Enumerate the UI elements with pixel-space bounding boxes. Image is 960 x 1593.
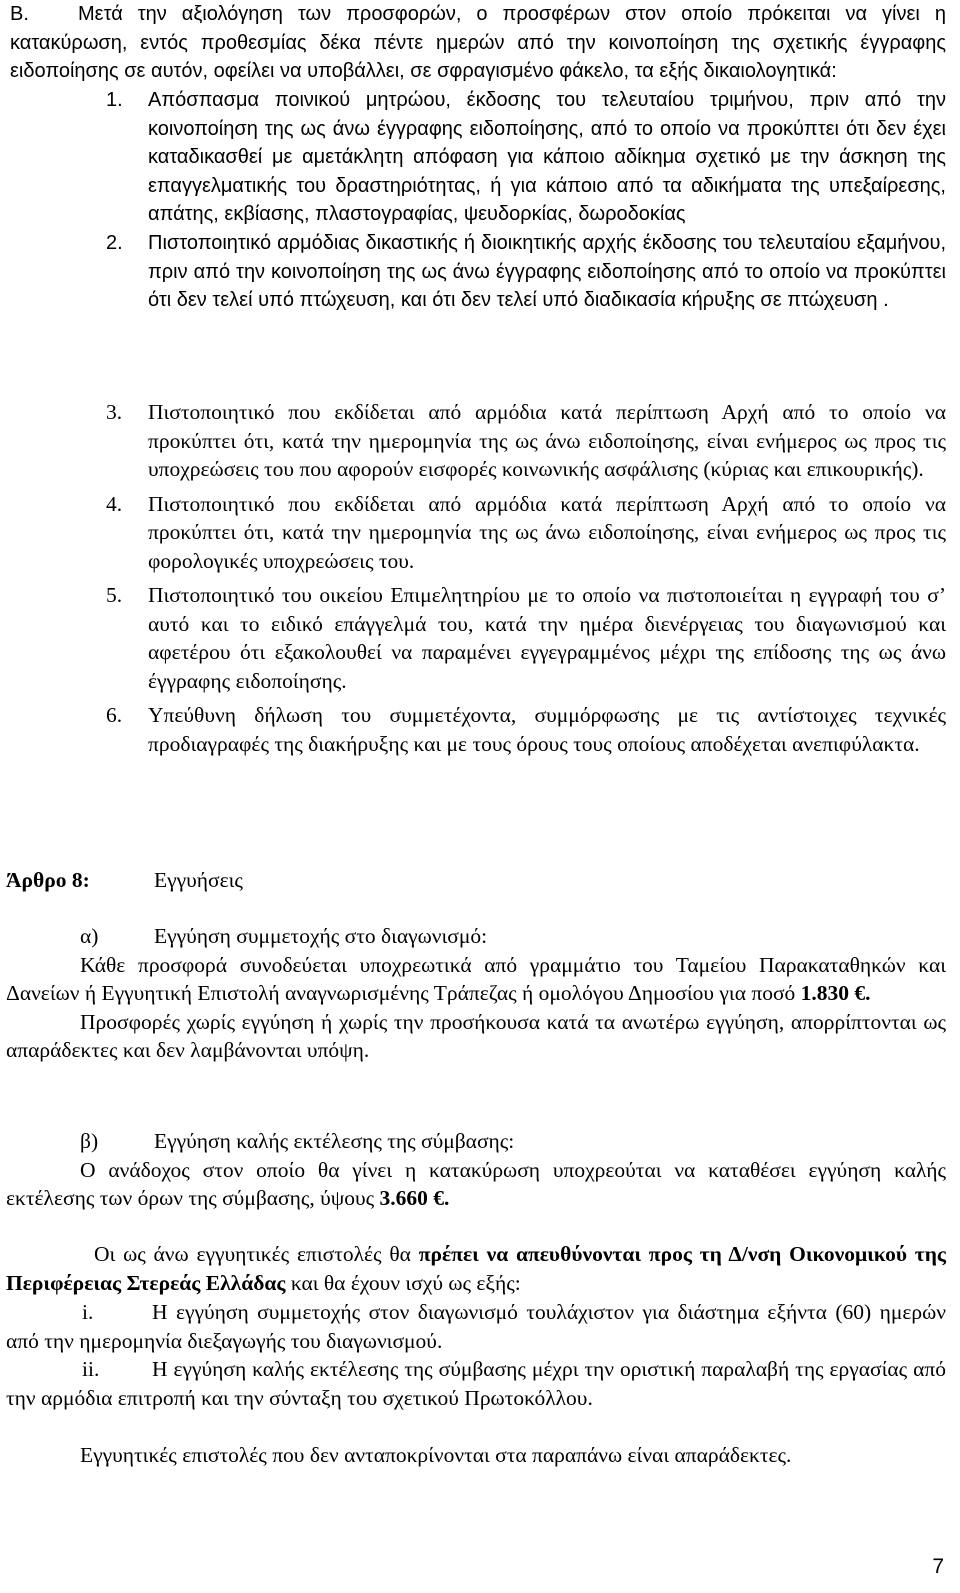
section-b-intro-text: Μετά την αξιολόγηση των προσφορών, ο προσφέρων στον οποίο πρόκειται να γίνει η κατακύρωση, εντός προθεσμίας δέκα πέντε ημερών από την κοινοποίηση της σχετικής έγγραφης ειδοποίησης σε αυτόν, οφείλει να υποβάλλει, σε σφραγισμένο φάκελο, τα εξής δικαιολογητικά: <box>10 3 946 83</box>
list-item <box>98 398 946 484</box>
required-documents-list <box>98 86 946 315</box>
article-label: Άρθρο 8: <box>6 868 90 892</box>
list-item-number: 3. <box>106 400 123 424</box>
validity-list <box>6 1298 946 1412</box>
guarantee-b-heading-text: Εγγύηση καλής εκτέλεσης της σύμβασης: <box>154 1129 515 1153</box>
section-b-intro <box>10 0 946 86</box>
addressee-tail: και θα έχουν ισχύ ως εξής: <box>285 1270 521 1295</box>
addressee-text: Οι ως άνω εγγυητικές επιστολές θα <box>94 1242 419 1266</box>
closing-paragraph: Εγγυητικές επιστολές που δεν ανταποκρίνονται στα παραπάνω είναι απαράδεκτες. <box>80 1443 792 1467</box>
guarantee-a-amount: 1.830 € <box>800 981 866 1005</box>
list-item-text: Πιστοποιητικό αρμόδιας δικαστικής ή διοικητικής αρχής έκδοσης του τελευταίου εξαμήνου, πριν από την κοινοποίηση της ως άνω έγγραφης ειδοποίησης από το οποίο να προκύπτει ότι δεν τελεί υπό πτώχευση, και ότι δεν τελεί υπό διαδικασία κήρυξης σε πτώχευση . <box>148 231 946 312</box>
guarantee-performance <box>6 1127 946 1213</box>
list-item-text: Υπεύθυνη δήλωση του συμμετέχοντα, συμμόρφωσης με τις αντίστοιχες τεχνικές προδιαγραφές της διακήρυξης και με τους όρους τους οποίους αποδέχεται ανεπιφύλακτα. <box>148 703 946 756</box>
guarantee-b-period: . <box>444 1186 450 1210</box>
list-item-number: i. <box>82 1300 94 1324</box>
list-item <box>98 490 946 576</box>
guarantee-a-heading <box>6 922 946 951</box>
guarantee-b-heading <box>6 1127 946 1156</box>
list-item-text: Πιστοποιητικό που εκδίδεται από αρμόδια κατά περίπτωση Αρχή από το οποίο να προκύπτει ότι, κατά την ημερομηνία της ως άνω ειδοποίησης, είναι ενήμερος ως προς τις φορολογικές υποχρεώσεις του. <box>148 491 946 573</box>
list-item <box>98 86 946 229</box>
list-item-text: Πιστοποιητικό που εκδίδεται από αρμόδια κατά περίπτωση Αρχή από το οποίο να προκύπτει ότι, κατά την ημερομηνία της ως άνω ειδοποίησης, είναι ενήμερος ως προς τις υποχρεώσεις του που αφορούν εισφορές κοινωνικής ασφάλισης (κύριας και επικουρικής). <box>148 400 946 481</box>
guarantee-b-tag: β) <box>80 1129 99 1153</box>
list-item <box>98 701 946 758</box>
guarantee-a-tag: α) <box>80 924 99 948</box>
guarantee-b-amount: 3.660 € <box>379 1186 445 1210</box>
guarantee-participation <box>6 922 946 1065</box>
list-item-text: Απόσπασμα ποινικού μητρώου, έκδοσης του τελευταίου τριμήνου, πριν από την κοινοποίηση της ως άνω έγγραφης ειδοποίησης, από το οποίο να προκύπτει ότι δεν έχει καταδικασθεί με αμετάκλητη απόφαση για κάποιο αδίκημα σχετικό με την άσκηση της επαγγελματικής του δραστηριότητας, ή για κάποιο από τα αδικήματα της υπεξαίρεσης, απάτης, εκβίασης, πλαστογραφίας, ψευδορκίας, δωροδοκίας <box>148 89 946 226</box>
article-title: Εγγυήσεις <box>154 868 243 892</box>
list-item <box>6 1298 946 1355</box>
list-item-number: 2. <box>106 231 123 254</box>
list-item <box>98 229 946 315</box>
list-item-number: 4. <box>106 491 123 516</box>
list-item <box>6 1355 946 1412</box>
list-item-number: 6. <box>106 703 123 727</box>
guarantee-a-text: Κάθε προσφορά συνοδεύεται υποχρεωτικά από γραμμάτιο του Ταμείου Παρακαταθηκών και Δανείων ή Εγγυητική Επιστολή αναγνωρισμένης Τράπεζας ή ομολόγου Δημοσίου για ποσό <box>6 952 946 1005</box>
list-item-number: 1. <box>106 89 123 111</box>
section-b-letter: Β. <box>10 3 29 25</box>
article-heading <box>6 866 946 895</box>
page-number: 7 <box>932 1555 944 1578</box>
guarantee-a-rejection: Προσφορές χωρίς εγγύηση ή χωρίς την προσήκουσα κατά τα ανωτέρω εγγύηση, απορρίπτονται ως απαράδεκτες και δεν λαμβάνονται υπόψη. <box>6 1009 946 1062</box>
required-documents-list-cont <box>98 398 946 758</box>
guarantee-a-period: . <box>865 981 871 1005</box>
addressee-paragraph <box>6 1240 946 1297</box>
list-item <box>98 581 946 695</box>
guarantee-a-heading-text: Εγγύηση συμμετοχής στο διαγωνισμό: <box>154 924 488 948</box>
list-item-number: ii. <box>82 1357 100 1381</box>
list-item-text: Πιστοποιητικό του οικείου Επιμελητηρίου με το οποίο να πιστοποιείται η εγγραφή του σ’ αυτό και το ειδικό επάγγελμά του, κατά την ημέρα διενέργειας του διαγωνισμού και αφετέρου ότι εξακολουθεί να παραμένει εγγεγραμμένος μέχρι της επίδοσης της ως άνω έγγραφης ειδοποίησης. <box>148 583 946 693</box>
list-item-number: 5. <box>106 583 123 607</box>
list-item-text: Η εγγύηση συμμετοχής στον διαγωνισμό τουλάχιστον για διάστημα εξήντα (60) ημερών από την ημερομηνία διεξαγωγής του διαγωνισμού. <box>6 1300 946 1353</box>
list-item-text: Η εγγύηση καλής εκτέλεσης της σύμβασης μέχρι την οριστική παραλαβή της εργασίας από την αρμόδια επιτροπή και την σύνταξη του σχετικού Πρωτοκόλλου. <box>6 1357 946 1410</box>
guarantee-b-text: Ο ανάδοχος στον οποίο θα γίνει η κατακύρωση υποχρεούται να καταθέσει εγγύηση καλής εκτέλεσης των όρων της σύμβασης, ύψους <box>6 1157 946 1210</box>
guarantee-a-body <box>6 951 946 1008</box>
addressee-bold: πρέπει να απευθύνονται προς τη Δ/νση Οικονομικού της Περιφέρειας Στερεάς Ελλάδας <box>6 1242 946 1295</box>
guarantee-b-body <box>6 1156 946 1213</box>
section-b <box>10 0 946 86</box>
